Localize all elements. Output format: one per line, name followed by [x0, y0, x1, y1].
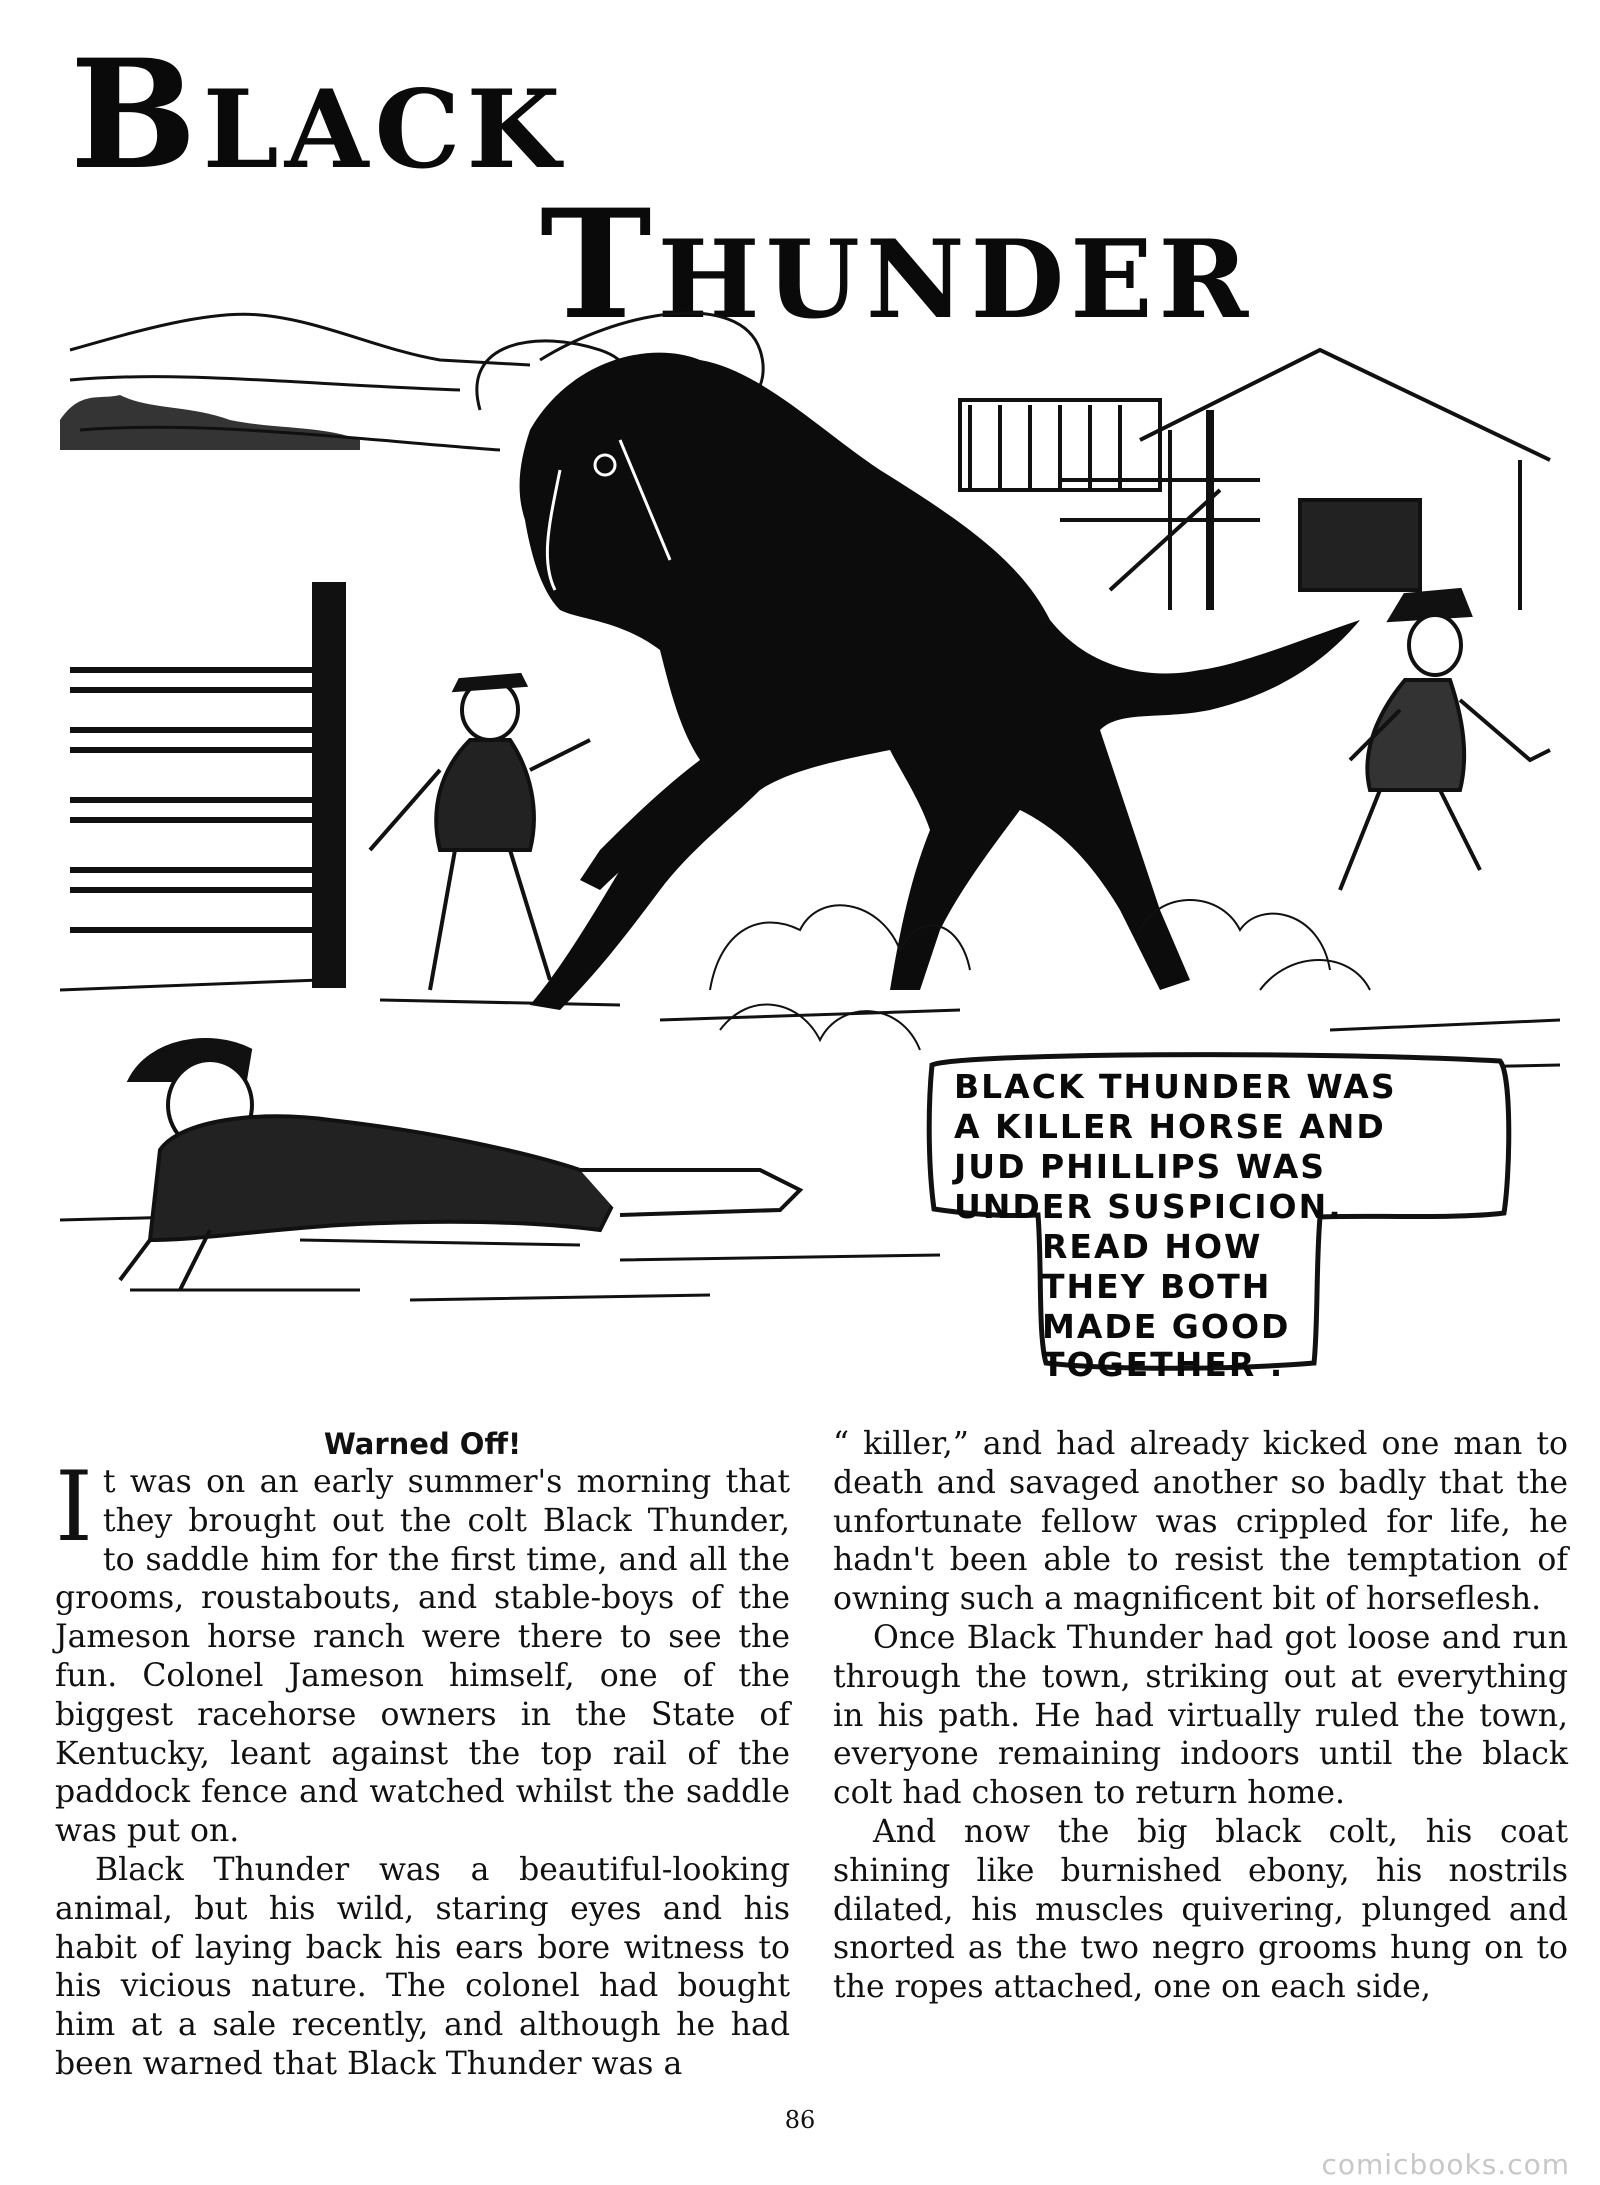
article-paragraph-5: And now the big black colt, his coat shining like burnished ebony, his nostrils dilated, his muscles quivering, plunged and snorted as the two negro grooms hung on to the ropes attached, one on each side,	[833, 1813, 1568, 2006]
caption-line-7: MADE GOOD	[1042, 1307, 1291, 1346]
groom-standing-drawing	[370, 675, 590, 990]
title-rest-2: HUNDER	[657, 217, 1255, 343]
cowboy-running-drawing	[1340, 590, 1550, 890]
fallen-man-drawing	[120, 1040, 800, 1290]
caption-line-3: JUD PHILLIPS WAS	[954, 1147, 1327, 1186]
caption-line-8: TOGETHER .	[1042, 1345, 1285, 1384]
dust-drawing	[710, 900, 1370, 1050]
title-initial-t: T	[540, 177, 658, 353]
caption-box	[920, 1045, 1520, 1384]
barn-drawing	[960, 350, 1550, 610]
fence-drawing	[70, 585, 343, 985]
drop-cap: I	[55, 1451, 93, 1563]
black-horse-drawing	[520, 353, 1360, 1010]
article-column-left	[55, 1425, 790, 2084]
section-heading: Warned Off!	[323, 1427, 522, 1461]
title-initial-b: B	[70, 27, 203, 203]
article-paragraph-1	[55, 1451, 790, 1851]
page-number: 86	[784, 2106, 816, 2134]
caption-line-2: A KILLER HORSE AND	[954, 1107, 1386, 1146]
article-paragraph-2: Black Thunder was a beautiful-looking animal, but his wild, staring eyes and his habit of laying back his ears bore witness to his vicious nature. The colonel had bought him at a sale recently, and although he had been warned that Black Thunder was a	[55, 1851, 790, 2082]
article-paragraph-3: “ killer,” and had already kicked one man to death and savaged another so badly that the unfortunate fellow was crippled for life, he hadn't been able to resist the temptation of owning such a magnificent bit of horseflesh.	[833, 1426, 1568, 1618]
article-paragraph-4: Once Black Thunder had got loose and run through the town, striking out at everything in his path. He had virtually ruled the town, everyone remaining indoors until the black colt had chosen to return home.	[833, 1619, 1568, 1812]
caption-line-1: BLACK THUNDER WAS	[954, 1067, 1397, 1106]
title-rest-1: LACK	[202, 67, 567, 193]
caption-line-4: UNDER SUSPICION.	[954, 1187, 1343, 1226]
watermark: comicbooks.com	[1321, 2148, 1570, 2181]
caption-line-6: THEY BOTH	[1042, 1267, 1272, 1306]
bushes-drawing	[60, 395, 360, 450]
article-column-right	[833, 1425, 1568, 2007]
title-line-1	[70, 27, 567, 203]
article-paragraph-1-text: t was on an early summer's morning that they brought out the colt Black Thunder, to saddle him for the first time, and all the grooms, roustabouts, and stable-boys of the Jameson horse ranch were there to see the fun. Colonel Jameson himself, one of the biggest racehorse owners in the State of Kentucky, leant against the top rail of the paddock fence and watched whilst the saddle was put on.	[55, 1464, 790, 1850]
caption-line-5: READ HOW	[1042, 1227, 1263, 1266]
